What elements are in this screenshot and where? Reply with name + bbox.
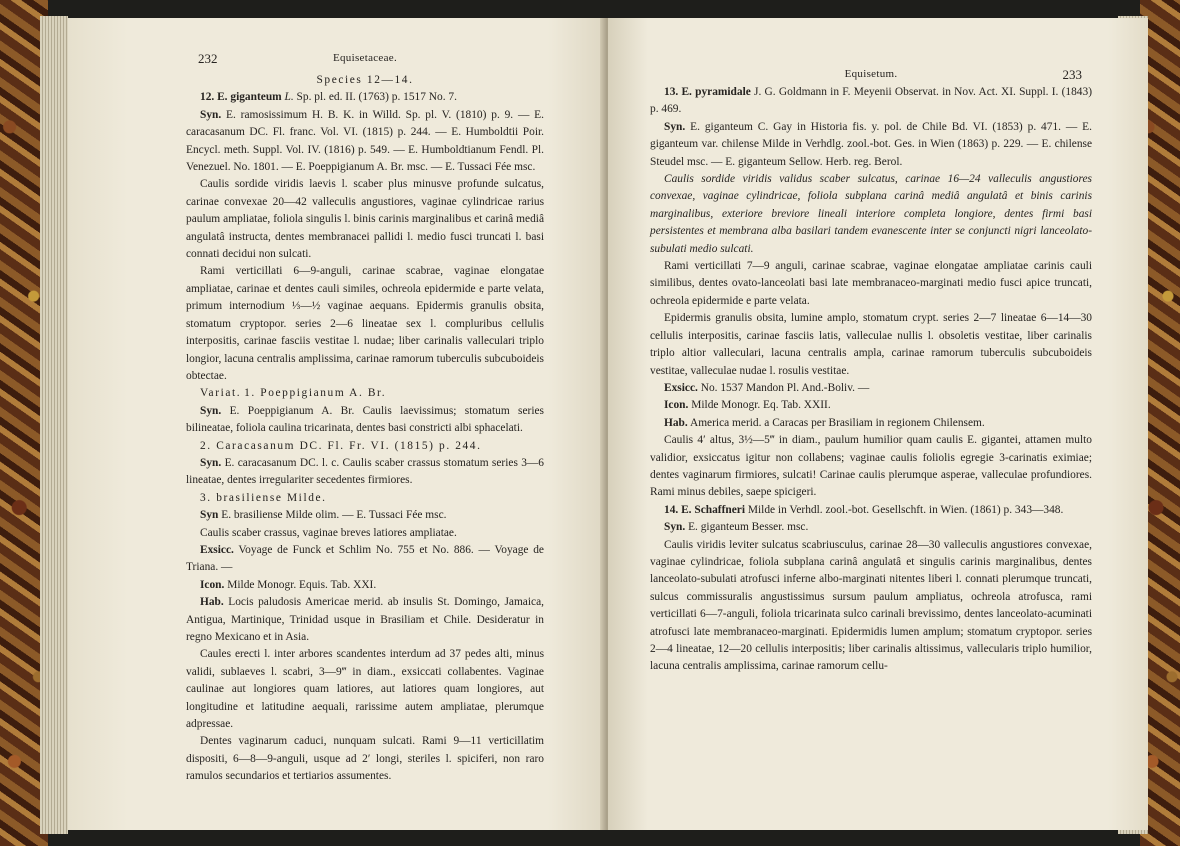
left-page <box>68 18 608 830</box>
caules-paragraph: Caules erecti l. inter arbores scandentes interdum ad 37 pedes alti, minus validi, sublaeves l. scabri, 3—9‴ in diam., exsiccati collabentes. Vaginae caulinae aut longiores quam latiores, aut latiores quam longiores, aut longitudine et latitudine aequali, rarissime autem ampliatae, plerumque adpressae. <box>186 648 544 731</box>
icon-reference-paragraph: Icon. Milde Monogr. Eq. Tab. XXII. <box>664 399 831 412</box>
exsiccata-paragraph: Exsicc. No. 1537 Mandon Pl. And.-Boliv. — <box>664 381 870 394</box>
caulis-description: Caulis sordide viridis laevis l. scaber plus minusve profunde sulcatus, carinae convexae 20—42 valleculis angustiores, vaginae cylindricae rarius paulum ampliatae, foliola singulis l. binis carinis marginalibus et carinâ mediâ angulatâ instructa, dentes membranacei pallidi l. medio fusci truncati l. basi connati decidui non sulcati. <box>186 178 544 261</box>
variety-heading: Variat. 1. Poeppigianum A. Br. <box>200 387 387 400</box>
dentes-paragraph: Dentes vaginarum caduci, nunquam sulcati. Rami 9—11 verticillatim dispositi, 6—8—9-anguli, usque ad 2′ longi, steriles l. spiciferi, non raro ramulos secundarios et tertiarios assumentes. <box>186 735 544 783</box>
synonymy-paragraph: Syn. E. giganteum C. Gay in Historia fis. y. pol. de Chile Bd. VI. (1853) p. 471. — E. giganteum var. chilense Milde in Verhdlg. zool.-bot. Ges. in Wien (1863) p. 229. — E. chilense Steudel msc. — E. giganteum Sellow. Herb. reg. Berol. <box>650 120 1092 168</box>
page-number: 232 <box>198 51 218 66</box>
habitat-paragraph: Hab. Locis paludosis Americae merid. ab insulis St. Domingo, Jamaica, Antigua, Martinique, Trinidad usque in Brasiliam et Chile. Desideratur in regno Mexicano et in Asia. <box>186 596 544 643</box>
rami-description: Rami verticillati 6—9-anguli, carinae scabrae, vaginae elongatae ampliatae, carinae et dentes cauli similes, ochreola epidermide e parte velata, primum internodium ⅓—½ vaginae aequans. Epidermis granulis obsita, stomatum cryptopor. series 2—6 lineatae sex l. compluribus cellulis interpositis, carinae fasciis vestitae l. nudae; liber carinalis valleculari triplo longior, lacuna centralis amplissima, carinae ramorum tuberculis subcuboideis obtectae. <box>186 265 544 382</box>
synonymy-paragraph: Syn E. brasiliense Milde olim. — E. Tussaci Fée msc. <box>200 509 447 522</box>
variety-heading: 3. brasiliense Milde. <box>200 491 327 504</box>
species-13-entry: 13. E. pyramidale J. G. Goldmann in F. Meyenii Observat. in Nov. Act. XI. Suppl. I. (1843) p. 469. <box>650 86 1092 116</box>
page-number: 233 <box>1062 67 1082 82</box>
synonymy-paragraph: Syn. E. giganteum Besser. msc. <box>664 521 809 534</box>
species-citation: Sp. pl. ed. II. (1763) p. 1517 No. 7. <box>296 91 457 104</box>
right-page-header <box>650 62 1092 84</box>
caulis-description: Caulis viridis leviter sulcatus scabriusculus, carinae 28—30 valleculis angustiores convexae, vaginae cylindricae, foliola subplana carinâ angulatâ et singulis carinis marginalibus, dentes lanceolato-subulati atrofusci inferne albo-marginati nitentes liberi l. connati plerumque truncati, sulcus commissuralis angustissimus sursum paulum ampliatus, ochreola atrofusca, rami verticillati 6—7-anguli, foliola tricarinata sulco carinali brevissimo, dentes lanceolato-acuminati atrofusci late membranaceo-marginati. Epidermidis lumen amplum; stomatum cryptopor. series 2—4 lineatae, 12—20 cellulis interpositis; liber carinalis altissimus, vallecularis triplo humilior, lacuna centralis amplissima, carinae ramorum cellu- <box>650 538 1092 673</box>
exsiccata-paragraph: Exsicc. Voyage de Funck et Schlim No. 755 et No. 886. — Voyage de Triana. — <box>186 543 544 574</box>
synonymy-paragraph: Syn. E. caracasanum DC. l. c. Caulis scaber crassus stomatum series 3—6 lineatae, dentes irregulariter secedentes firmiores. <box>186 456 544 487</box>
species-title: 12. E. giganteum <box>200 91 282 104</box>
species-14-entry: 14. E. Schaffneri Milde in Verhdl. zool.-bot. Gesellschft. in Wien. (1861) p. 343—348. <box>664 503 1064 516</box>
caulis-note: Caulis scaber crassus, vaginae breves latiores ampliatae. <box>200 526 457 539</box>
rami-description: Rami verticillati 7—9 anguli, carinae scabrae, vaginae elongatae ampliatae carinis cauli similibus, dentes ovato-lanceolati basi late membranaceo-marginati medio fusci apice truncati, ochreola epidermide e parte velata. <box>650 260 1092 307</box>
variety-heading: 2. Caracasanum DC. Fl. Fr. VI. (1815) p. 244. <box>200 439 482 452</box>
page-edges-left <box>40 16 68 834</box>
caulis-description: Caulis sordide viridis validus scaber sulcatus, carinae 16—24 valleculis angustiores convexae, vaginae cylindricae, foliola subplana carinâ mediâ angulatâ et binis carinis marginalibus, exteriore breviore lineali interiore completa longiore, dentes firmi basi persistentes et membrana alba basilari tandem evanescente inter se conjuncti nigri lanceolato-subulati medio sulcati. <box>650 173 1092 255</box>
epidermis-description: Epidermis granulis obsita, lumine amplo, stomatum crypt. series 2—7 lineatae 6—14—30 cellulis interpositis, carinae fasciis latis, valleculae nullis l. obsoletis vestitae, liber carinalis triplo altior valleculari, lacuna centralis ampla, carinae ramorum tuberculis subcuboideis vestitae, valleculae nudae l. rosulis vestitae. <box>650 312 1092 377</box>
caulis-dimensions-paragraph: Caulis 4′ altus, 3½—5‴ in diam., paulum humilior quam caulis E. gigantei, attamen multo validior, exsiccatus igitur non collabens; vaginae caulis foliolis egregie 3-carinatis eximiae; dentes vaginarum firmiores, sulcati! Carinae caulis plerumque asperae, valleculae profundiores. Rami minus debiles, saepe spicigeri. <box>650 434 1092 499</box>
running-head: Equisetum. <box>844 68 898 80</box>
habitat-paragraph: Hab. America merid. a Caracas per Brasiliam in regionem Chilensem. <box>664 416 985 429</box>
icon-reference-paragraph: Icon. Milde Monogr. Equis. Tab. XXI. <box>200 578 377 591</box>
synonymy-paragraph: Syn. E. Poeppigianum A. Br. Caulis laevissimus; stomatum series bilineatae, foliola caulina tricarinata, dentes basi constricti albi sphacelati. <box>186 404 544 435</box>
left-page-header <box>186 50 544 72</box>
species-heading: Species 12—14. <box>316 74 414 86</box>
right-page <box>608 18 1148 830</box>
running-head: Equisetaceae. <box>332 52 398 64</box>
synonymy-paragraph: Syn. E. ramosissimum H. B. K. in Willd. Sp. pl. V. (1810) p. 9. — E. caracasanum DC. Fl. franc. Vol. VI. (1815) p. 244. — E. Humboldtii Poir. Encycl. meth. Suppl. Vol. IV. (1816) p. 549. — E. Humboldtianum Fendl. Pl. Venezuel. No. 1801. — E. Poeppigianum A. Br. msc. — E. Tussaci Fée msc. <box>186 108 544 174</box>
species-author: L. <box>284 91 294 104</box>
species-12-entry <box>186 89 544 106</box>
